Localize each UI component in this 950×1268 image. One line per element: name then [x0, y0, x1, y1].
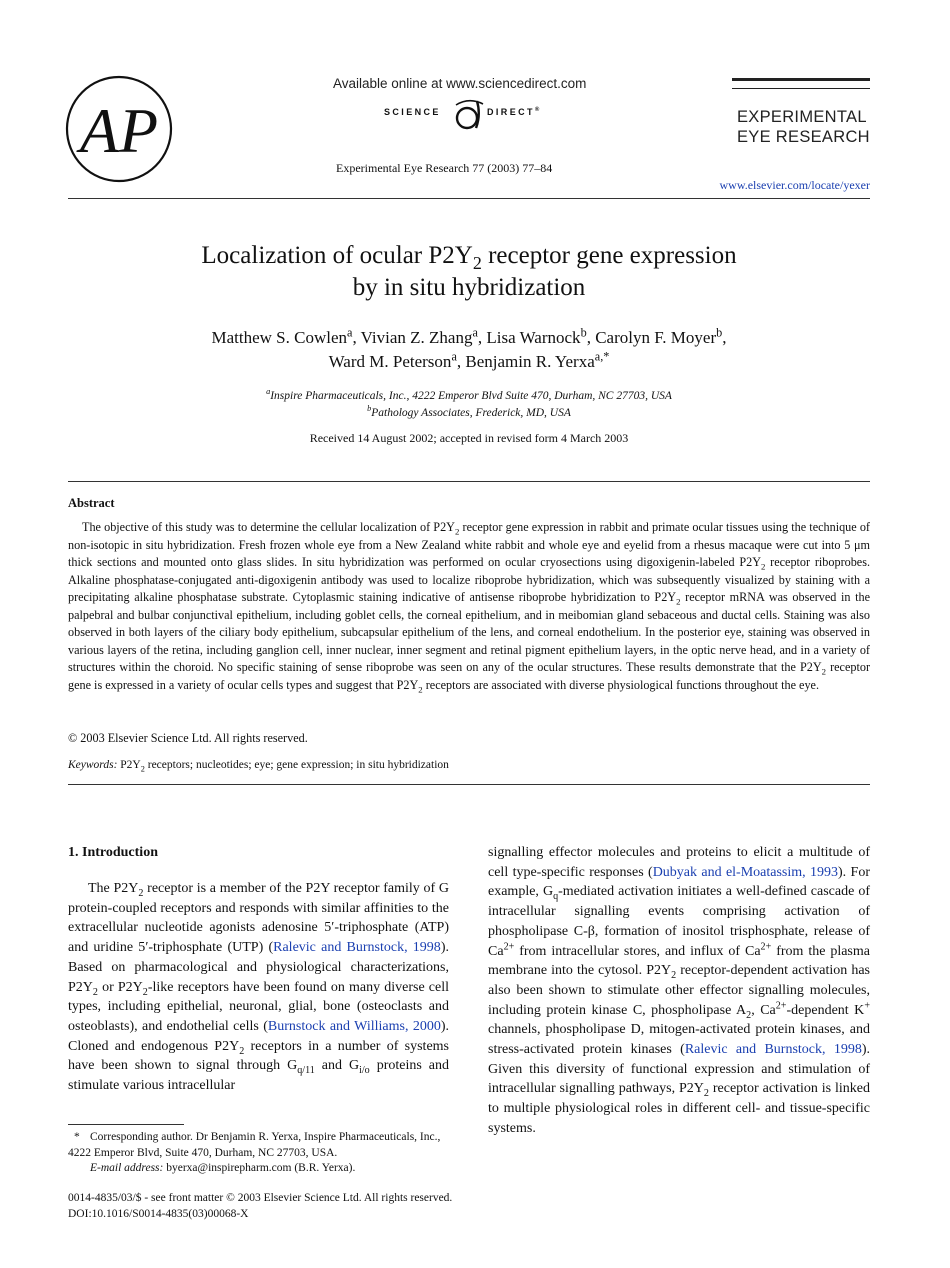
- registered-mark: ®: [534, 107, 542, 113]
- corresponding-author-footnote: * Corresponding author. Dr Benjamin R. Yerxa, Inspire Pharmaceuticals, Inc., 4222 Emperor Blvd, Suite 470, Durham, NC 27703, USA. E-mail address: byerxa@inspirepharm.com (B.R. Yerxa).: [68, 1131, 441, 1174]
- journal-name-line2: EYE RESEARCH: [737, 128, 870, 146]
- header-divider: [68, 198, 870, 199]
- author: Ward M. Peterson$^a$,: [328, 349, 466, 371]
- journal-url-link[interactable]: www.elsevier.com/locate/yexer: [719, 178, 870, 192]
- author: Vivian Z. Zhang$^a$,: [360, 325, 487, 347]
- author-list: [68, 326, 870, 374]
- author: Benjamin R. Yerxa$^{a,*}$: [465, 349, 610, 371]
- article-title: Localization of ocular $P2Y_2$ receptor gene expression by in situ hybridization: [201, 242, 737, 301]
- reference-link[interactable]: Dubyak and el-Moatassim, 1993: [652, 864, 839, 880]
- introduction-heading: 1. Introduction: [68, 845, 158, 860]
- ap-publisher-logo: [64, 74, 174, 184]
- reference-link[interactable]: Burnstock and Williams, 2000: [267, 1018, 441, 1034]
- email-address: byerxa@inspirepharm.com (B.R. Yerxa).: [163, 1162, 356, 1174]
- journal-citation: Experimental Eye Research 77 (2003) 77–84: [336, 161, 553, 175]
- journal-masthead-rule-thin: [732, 88, 870, 89]
- abstract-bottom-divider: [68, 784, 870, 785]
- introduction-left-column: The $P2Y_2$ receptor is a member of the P2Y receptor family of G protein-coupled receptors and responds with similar affinities to the extracellular nucleotide agonists adenosine 5′-triphosphate (ATP) and uridine 5′-triphosphate (UTP) (Ralevic and Burnstock, 1998). Based on pharmacological and physiological characterizations, $P2Y_2$ or $P2Y_2$-like receptors have been found on many diverse cell types, including epithelial, neuronal, glial, bone (osteoclasts and osteoblasts), and endothelial cells (Burnstock and Williams, 2000). Cloned and endogenous $P2Y_2$ receptors in a number of systems have been shown to signal through $G_{q/11}$ and $G_{i/o}$ proteins and stimulate various intracellular: [68, 881, 450, 1094]
- sciencedirect-d-logo-icon: [452, 97, 486, 133]
- issn-line: 0014-4835/03/$ - see front matter © 2003 Elsevier Science Ltd. All rights reserved.: [68, 1192, 453, 1204]
- reference-link[interactable]: Ralevic and Burnstock, 1998: [273, 940, 441, 956]
- affiliation-a: $^a$Inspire Pharmaceuticals, Inc., 4222 Emperor Blvd Suite 470, Durham, NC 27703, USA: [266, 387, 672, 402]
- footnote-rule: [68, 1124, 184, 1125]
- journal-masthead-rule-thick: [732, 78, 870, 81]
- doi-line: DOI:10.1016/S0014-4835(03)00068-X: [68, 1208, 249, 1220]
- received-dates: Received 14 August 2002; accepted in revised form 4 March 2003: [309, 431, 629, 445]
- keywords: Keywords: $P2Y_2$ receptors; nucleotides; eye; gene expression; in situ hybridization: [68, 759, 449, 774]
- sciencedirect-right-text: DIRECT®: [487, 107, 542, 117]
- front-matter-info: [68, 1190, 452, 1222]
- author: Carolyn F. Moyer$^b$,: [595, 325, 727, 347]
- sciencedirect-left-text: SCIENCE: [384, 107, 441, 117]
- introduction-right-column: signalling effector molecules and proteins to elicit a multitude of cell type-specific responses (Dubyak and el-Moatassim, 1993). For example, $G_q$-mediated activation initiates a well-defined cascade of intracellular signalling events comprising activation of phospholipase C-β, formation of inositol trisphosphate, release of $Ca^{2+}$ from intracellular stores, and influx of $Ca^{2+}$ from the plasma membrane into the cytosol. $P2Y_2$ receptor-dependent activation has also been shown to stimulate other effector signalling molecules, including protein kinase C, phospholipase $A_2$, $Ca^{2+}$-dependent K+ channels, phospholipase D, mitogen-activated protein kinases, and stress-activated protein kinases (Ralevic and Burnstock, 1998). Given this diversity of functional expression and stimulation of intracellular signalling pathways, $P2Y_2$ receptor activation is linked to multiple physiological roles in different cell- and tissue-specific systems.: [488, 845, 871, 1136]
- author: Lisa Warnock$^b$,: [486, 325, 596, 347]
- journal-name: [737, 107, 870, 147]
- author: Matthew S. Cowlen$^a$,: [211, 325, 361, 347]
- reference-link[interactable]: Ralevic and Burnstock, 1998: [684, 1042, 862, 1058]
- abstract-copyright: © 2003 Elsevier Science Ltd. All rights reserved.: [68, 731, 308, 745]
- ap-logo-letters: AP: [79, 95, 159, 166]
- affiliations: [68, 388, 870, 422]
- affiliation-b: $^b$Pathology Associates, Frederick, MD, USA: [367, 404, 571, 419]
- abstract-top-divider: [68, 481, 870, 482]
- journal-name-line1: EXPERIMENTAL: [737, 108, 867, 126]
- abstract-heading: Abstract: [68, 496, 115, 510]
- available-online-text: Available online at www.sciencedirect.com: [333, 76, 587, 91]
- abstract-body: The objective of this study was to determine the cellular localization of $P2Y_2$ receptor gene expression in rabbit and primate ocular tissues using the technique of non-isotopic in situ hybridization. Fresh frozen whole eye from a New Zealand white rabbit and whole eye and eyelid from a rhesus macaque were cut into 5 μm thick sections and mounted onto glass slides. In situ hybridization was performed on ocular cryosections using digoxigenin-labeled $P2Y_2$ receptor riboprobes. Alkaline phosphatase-conjugated anti-digoxigenin antibody was used to localize riboprobe hybridization, which was subsequently visualized by staining with a precipitating alkaline phosphatase substrate. Cytoplasmic staining indicative of antisense riboprobe hybridization to $P2Y_2$ receptor mRNA was observed in the palpebral and bulbar conjunctival epithelium, including goblet cells, the corneal epithelium, and in meibomian gland sebaceous and ductal cells. Staining was also observed in both layers of the ciliary body epithelium, subcapsular epithelium of the lens, and corneal endothelium. In the posterior eye, staining was observed in various layers of the retina, including ganglion cell, inner nuclear, inner segment and retinal pigment epithelium layers, in the optic nerve head, and in a variety of structures within the choroid. No specific staining of sense riboprobe was seen on any of the ocular structures. These results demonstrate that the $P2Y_2$ receptor gene is expressed in a variety of ocular cells types and suggest that $P2Y_2$ receptors are associated with diverse physiological functions throughout the eye.: [68, 520, 871, 694]
